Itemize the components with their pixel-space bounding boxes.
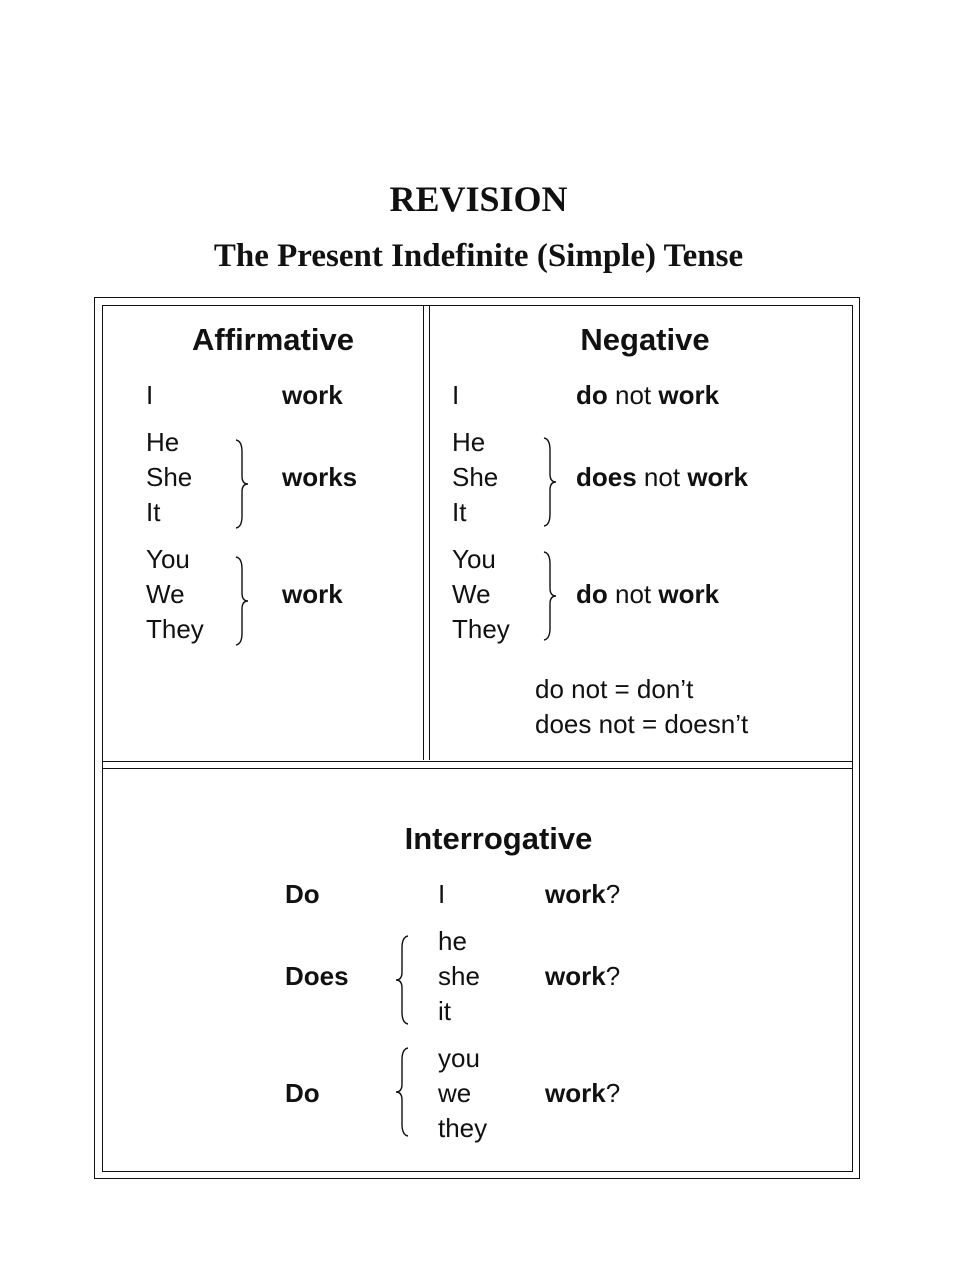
question-mark: ?: [605, 961, 621, 991]
interrogative-heading: Interrogative: [404, 821, 593, 856]
aff-pronoun: You: [146, 544, 190, 574]
contraction-note: do not = don’t: [535, 674, 694, 704]
aff-pronoun: We: [146, 579, 185, 609]
int-pronoun: I: [438, 879, 446, 909]
int-aux: Does: [285, 961, 349, 991]
left-brace-icon: [394, 1046, 414, 1138]
neg-pronoun: She: [452, 462, 499, 492]
int-verb: work: [545, 1078, 606, 1108]
page-subtitle: The Present Indefinite (Simple) Tense: [213, 238, 744, 274]
neg-verb: work: [658, 380, 720, 410]
right-brace-icon: [232, 555, 252, 647]
neg-pronoun: He: [452, 427, 486, 457]
right-brace-icon: [540, 436, 560, 528]
neg-verb-phrase: [576, 577, 719, 612]
right-brace-icon: [540, 550, 560, 642]
int-pronoun: it: [438, 996, 451, 1026]
aff-pronoun: She: [146, 462, 193, 492]
neg-aux: do: [576, 380, 608, 410]
neg-aux: do: [576, 579, 608, 609]
neg-not: not: [615, 380, 652, 410]
aff-verb: work: [282, 579, 343, 609]
int-aux: Do: [285, 1078, 320, 1108]
column-divider-right: [429, 305, 430, 760]
neg-pronoun: We: [452, 579, 491, 609]
neg-verb-phrase: [576, 460, 748, 495]
neg-pronoun: It: [452, 497, 467, 527]
neg-verb: work: [658, 579, 720, 609]
right-brace-icon: [232, 438, 252, 530]
neg-not: not: [615, 579, 652, 609]
aff-verb: works: [282, 462, 358, 492]
aff-pronoun: They: [146, 614, 204, 644]
int-pronoun: she: [438, 961, 480, 991]
aff-pronoun: It: [146, 497, 161, 527]
neg-pronoun: They: [452, 614, 510, 644]
int-verb-phrase: [545, 877, 620, 912]
contraction-note: does not = doesn’t: [535, 709, 749, 739]
int-pronoun: he: [438, 926, 467, 956]
aff-verb: work: [282, 380, 343, 410]
neg-verb: work: [687, 462, 748, 492]
page-title: REVISION: [389, 179, 568, 219]
neg-not: not: [643, 462, 681, 492]
neg-pronoun: You: [452, 544, 496, 574]
neg-verb-phrase: [576, 378, 719, 413]
aff-pronoun: I: [146, 380, 154, 410]
neg-aux: does: [576, 462, 637, 492]
column-divider-left: [423, 305, 424, 760]
int-pronoun: you: [438, 1043, 480, 1073]
section-divider-bottom: [102, 768, 853, 769]
question-mark: ?: [605, 1078, 621, 1108]
neg-pronoun: I: [452, 380, 460, 410]
negative-heading: Negative: [580, 322, 710, 357]
int-verb: work: [545, 879, 606, 909]
question-mark: ?: [605, 879, 621, 909]
section-divider-top: [102, 761, 853, 762]
left-brace-icon: [394, 934, 414, 1026]
aff-pronoun: He: [146, 427, 180, 457]
int-aux: Do: [285, 879, 320, 909]
affirmative-heading: Affirmative: [192, 322, 354, 357]
int-verb-phrase: [545, 1076, 620, 1111]
int-verb-phrase: [545, 959, 620, 994]
int-verb: work: [545, 961, 606, 991]
int-pronoun: they: [438, 1113, 488, 1143]
int-pronoun: we: [438, 1078, 472, 1108]
